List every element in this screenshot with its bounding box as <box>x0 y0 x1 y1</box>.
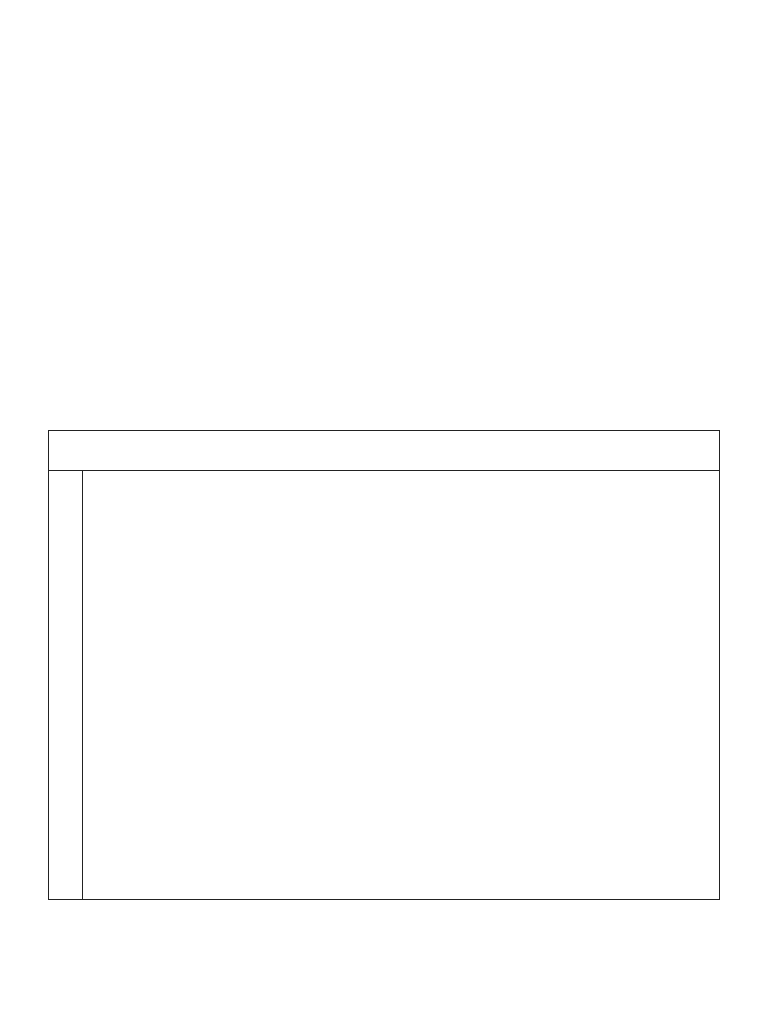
instructions-table <box>48 430 720 900</box>
number-column-divider <box>82 471 83 899</box>
instructions-heading <box>49 431 719 471</box>
